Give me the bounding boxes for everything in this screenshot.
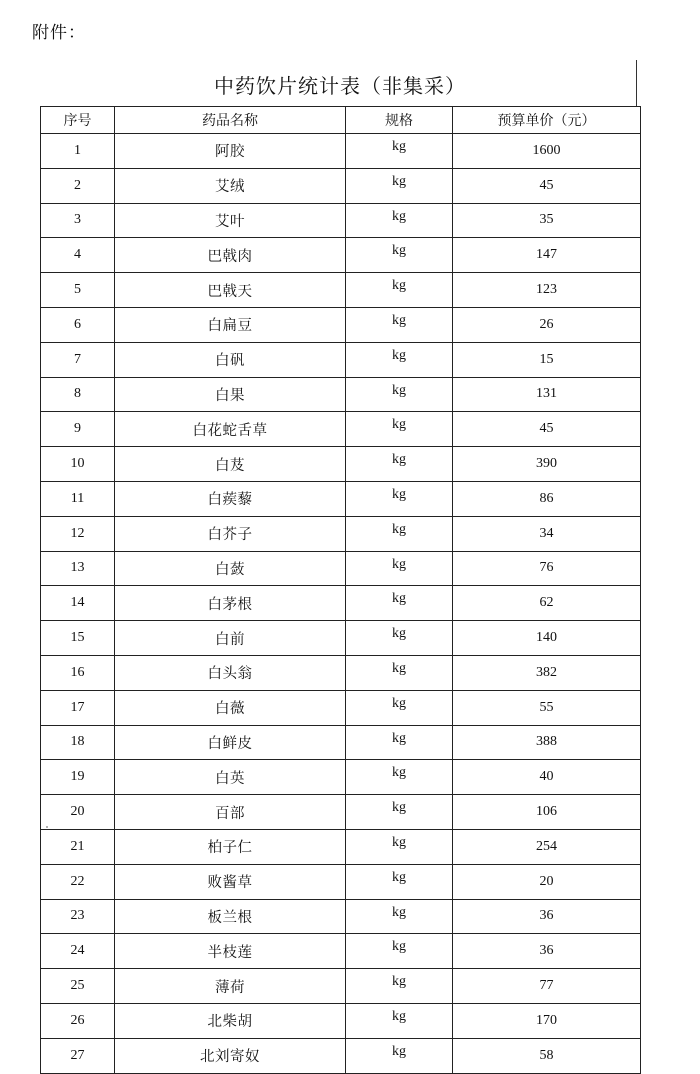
row-serial-number: 13: [41, 551, 115, 586]
row-specification: kg: [346, 481, 453, 516]
row-specification: kg: [346, 864, 453, 899]
table-title: 中药饮片统计表（非集采）: [214, 74, 466, 98]
row-budget-price: 140: [453, 621, 641, 656]
row-budget-price: 123: [453, 273, 641, 308]
row-specification: kg: [346, 621, 453, 656]
row-specification: kg: [346, 899, 453, 934]
table-row: [41, 586, 641, 621]
row-budget-price: 76: [453, 551, 641, 586]
table-row: [41, 1038, 641, 1073]
row-specification: kg: [346, 586, 453, 621]
row-specification: kg: [346, 969, 453, 1004]
row-specification: kg: [346, 725, 453, 760]
table-row: [41, 969, 641, 1004]
row-serial-number: 21: [41, 829, 115, 864]
row-budget-price: 388: [453, 725, 641, 760]
row-specification: kg: [346, 795, 453, 830]
table-body: [41, 134, 641, 1074]
table-row: [41, 481, 641, 516]
row-drug-name: 白薇: [115, 690, 346, 725]
row-drug-name: 白蒺藜: [115, 481, 346, 516]
row-budget-price: 62: [453, 586, 641, 621]
row-specification: kg: [346, 377, 453, 412]
row-serial-number: 7: [41, 342, 115, 377]
row-specification: kg: [346, 447, 453, 482]
table-row: [41, 760, 641, 795]
row-drug-name: 白花蛇舌草: [115, 412, 346, 447]
row-serial-number: 15: [41, 621, 115, 656]
table-row: [41, 168, 641, 203]
row-drug-name: 艾绒: [115, 168, 346, 203]
row-specification: kg: [346, 273, 453, 308]
table-row: [41, 829, 641, 864]
row-budget-price: 15: [453, 342, 641, 377]
table-row: [41, 864, 641, 899]
table-row: [41, 342, 641, 377]
row-specification: kg: [346, 516, 453, 551]
row-serial-number: 4: [41, 238, 115, 273]
table-row: [41, 725, 641, 760]
row-drug-name: 巴戟肉: [115, 238, 346, 273]
row-drug-name: 白矾: [115, 342, 346, 377]
row-serial-number: 24: [41, 934, 115, 969]
row-budget-price: 170: [453, 1003, 641, 1038]
row-budget-price: 254: [453, 829, 641, 864]
header-specification: 规格: [346, 107, 453, 134]
table-row: [41, 238, 641, 273]
row-drug-name: 白前: [115, 621, 346, 656]
row-drug-name: 白芥子: [115, 516, 346, 551]
row-drug-name: 白果: [115, 377, 346, 412]
table-row: [41, 621, 641, 656]
row-drug-name: 百部: [115, 795, 346, 830]
table-row: [41, 307, 641, 342]
row-budget-price: 382: [453, 655, 641, 690]
row-serial-number: 8: [41, 377, 115, 412]
row-specification: kg: [346, 934, 453, 969]
row-budget-price: 106: [453, 795, 641, 830]
row-specification: kg: [346, 238, 453, 273]
row-serial-number: 6: [41, 307, 115, 342]
row-serial-number: 5: [41, 273, 115, 308]
row-budget-price: 55: [453, 690, 641, 725]
row-drug-name: 白英: [115, 760, 346, 795]
row-budget-price: 34: [453, 516, 641, 551]
row-serial-number: 9: [41, 412, 115, 447]
row-drug-name: 柏子仁: [115, 829, 346, 864]
table-row: [41, 934, 641, 969]
row-specification: kg: [346, 342, 453, 377]
row-budget-price: 86: [453, 481, 641, 516]
row-drug-name: 白芨: [115, 447, 346, 482]
row-drug-name: 北刘寄奴: [115, 1038, 346, 1073]
row-specification: kg: [346, 1003, 453, 1038]
table-row: [41, 412, 641, 447]
row-specification: kg: [346, 203, 453, 238]
table-row: [41, 377, 641, 412]
row-budget-price: 1600: [453, 134, 641, 169]
row-specification: kg: [346, 829, 453, 864]
row-serial-number: 12: [41, 516, 115, 551]
row-serial-number: 27: [41, 1038, 115, 1073]
row-drug-name: 白鲜皮: [115, 725, 346, 760]
table-row: [41, 1003, 641, 1038]
row-specification: kg: [346, 134, 453, 169]
row-budget-price: 35: [453, 203, 641, 238]
row-specification: kg: [346, 1038, 453, 1073]
row-serial-number: 19: [41, 760, 115, 795]
header-drug-name: 药品名称: [115, 107, 346, 134]
row-drug-name: 白蔹: [115, 551, 346, 586]
header-budget-unit-price: 预算单价（元）: [453, 107, 641, 134]
table-header-row: [41, 107, 641, 134]
row-budget-price: 40: [453, 760, 641, 795]
row-budget-price: 131: [453, 377, 641, 412]
row-specification: kg: [346, 760, 453, 795]
row-specification: kg: [346, 655, 453, 690]
row-specification: kg: [346, 168, 453, 203]
row-drug-name: 艾叶: [115, 203, 346, 238]
row-specification: kg: [346, 412, 453, 447]
row-budget-price: 390: [453, 447, 641, 482]
table-row: [41, 899, 641, 934]
row-budget-price: 36: [453, 934, 641, 969]
row-serial-number: 2: [41, 168, 115, 203]
row-serial-number: 18: [41, 725, 115, 760]
table-row: [41, 203, 641, 238]
row-serial-number: 25: [41, 969, 115, 1004]
row-drug-name: 北柴胡: [115, 1003, 346, 1038]
herbal-pieces-table: [40, 106, 641, 1074]
table-row: [41, 447, 641, 482]
row-serial-number: 26: [41, 1003, 115, 1038]
row-serial-number: 1: [41, 134, 115, 169]
row-serial-number: 14: [41, 586, 115, 621]
row-serial-number: 16: [41, 655, 115, 690]
table-row: [41, 273, 641, 308]
table-row: [41, 134, 641, 169]
header-serial-number: 序号: [41, 107, 115, 134]
row-serial-number: 23: [41, 899, 115, 934]
row-budget-price: 36: [453, 899, 641, 934]
row-drug-name: 白扁豆: [115, 307, 346, 342]
row-serial-number: 11: [41, 481, 115, 516]
row-budget-price: 147: [453, 238, 641, 273]
row-drug-name: 薄荷: [115, 969, 346, 1004]
row-serial-number: 10: [41, 447, 115, 482]
row-budget-price: 45: [453, 412, 641, 447]
table-row: [41, 516, 641, 551]
row-serial-number: 20: [41, 795, 115, 830]
attachment-label: 附件：: [32, 23, 86, 43]
row-budget-price: 77: [453, 969, 641, 1004]
row-budget-price: 58: [453, 1038, 641, 1073]
scan-speck: [46, 826, 48, 828]
row-drug-name: 阿胶: [115, 134, 346, 169]
row-budget-price: 26: [453, 307, 641, 342]
row-budget-price: 45: [453, 168, 641, 203]
row-serial-number: 22: [41, 864, 115, 899]
row-drug-name: 败酱草: [115, 864, 346, 899]
row-specification: kg: [346, 551, 453, 586]
table-row: [41, 655, 641, 690]
row-serial-number: 17: [41, 690, 115, 725]
table-row: [41, 551, 641, 586]
row-drug-name: 半枝莲: [115, 934, 346, 969]
row-drug-name: 板兰根: [115, 899, 346, 934]
row-drug-name: 巴戟天: [115, 273, 346, 308]
row-budget-price: 20: [453, 864, 641, 899]
table-row: [41, 690, 641, 725]
row-serial-number: 3: [41, 203, 115, 238]
row-drug-name: 白头翁: [115, 655, 346, 690]
row-drug-name: 白茅根: [115, 586, 346, 621]
table-row: [41, 795, 641, 830]
row-specification: kg: [346, 690, 453, 725]
row-specification: kg: [346, 307, 453, 342]
